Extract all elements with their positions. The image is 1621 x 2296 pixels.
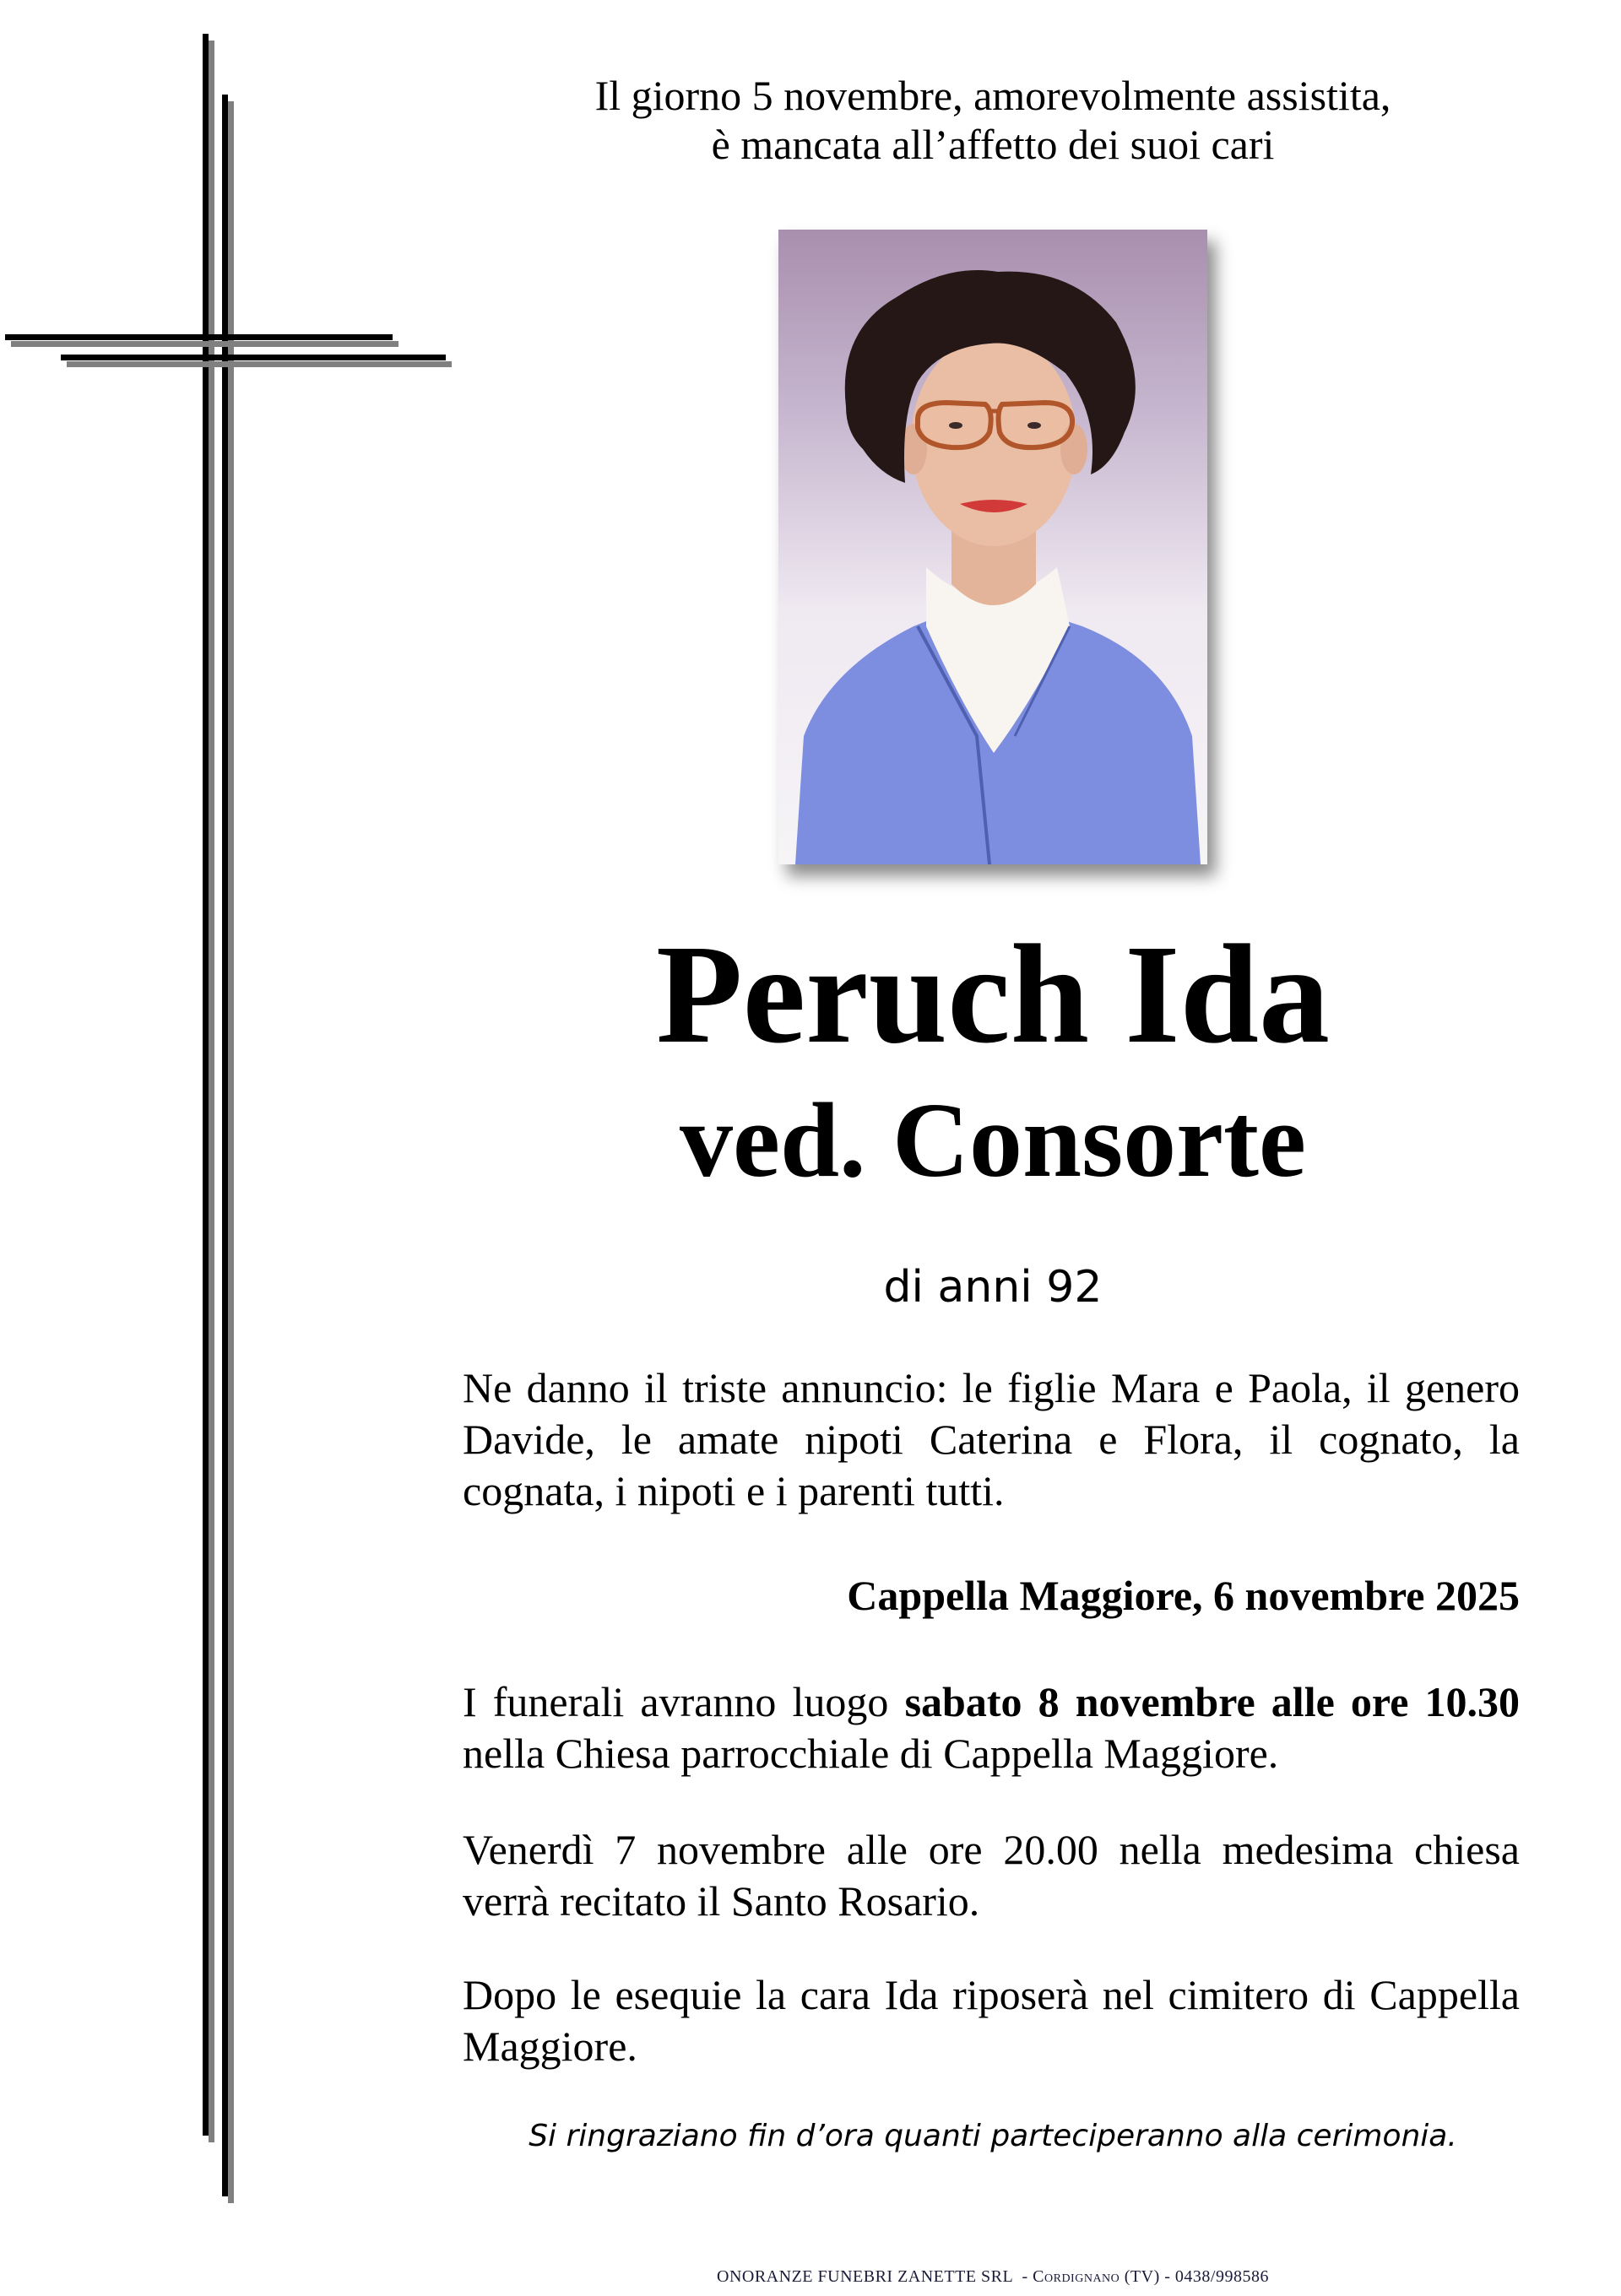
footer-phone: 0438/998586 — [1174, 2267, 1269, 2286]
funeral-datetime: sabato 8 novembre alle ore 10.30 — [904, 1678, 1521, 1725]
cross-vertical-bar — [222, 95, 228, 2196]
burial-paragraph: Dopo le esequie la cara Ida riposerà nel cimitero di Cappella Maggiore. — [463, 1971, 1520, 2070]
deceased-age: di anni 92 — [883, 1262, 1103, 1313]
portrait-photo — [778, 230, 1207, 864]
cross-vertical-bar-shadow — [228, 101, 234, 2203]
funeral-text-prefix: I funerali avranno luogo — [463, 1678, 905, 1725]
cross-horizontal-bar — [61, 355, 446, 360]
funeral-text-suffix: nella Chiesa parrocchiale di Cappella Maggiore. — [463, 1730, 1279, 1777]
place-date: Cappella Maggiore, 6 novembre 2025 — [847, 1572, 1520, 1619]
portrait-illustration — [778, 230, 1207, 864]
thanks-note: Si ringraziano fin d’ora quanti parteciperanno alla cerimonia. — [529, 2119, 1457, 2153]
header-line-2: è mancata all’affetto dei suoi cari — [711, 121, 1275, 168]
funeral-home-footer — [463, 2266, 1523, 2288]
cross-horizontal-bar — [5, 334, 393, 340]
cross-vertical-bar — [203, 34, 209, 2136]
footer-separator: - — [1012, 2267, 1033, 2286]
announcement-paragraph: Ne danno il triste annuncio: le figlie Mara e Paola, il genero Davide, le amate nipoti Caterina e Flora, il cognato, la cognata, i nipoti e i parenti tutti. — [463, 1364, 1520, 1514]
cross-horizontal-bar-shadow — [11, 341, 398, 347]
deceased-married-name: ved. Consorte — [680, 1082, 1306, 1199]
header-line-1: Il giorno 5 novembre, amorevolmente assistita, — [594, 72, 1391, 119]
deceased-name: Peruch Ida — [656, 916, 1330, 1073]
cross-horizontal-bar-shadow — [67, 361, 452, 367]
funeral-paragraph — [463, 1676, 1520, 1779]
footer-company: ONORANZE FUNEBRI ZANETTE SRL — [717, 2267, 1013, 2286]
header-text — [463, 71, 1523, 169]
rosary-paragraph: Venerdì 7 novembre alle ore 20.00 nella medesima chiesa verrà recitato il Santo Rosario. — [463, 1826, 1520, 1925]
footer-separator: - — [1159, 2267, 1175, 2286]
footer-city: Cordignano (TV) — [1033, 2267, 1160, 2286]
